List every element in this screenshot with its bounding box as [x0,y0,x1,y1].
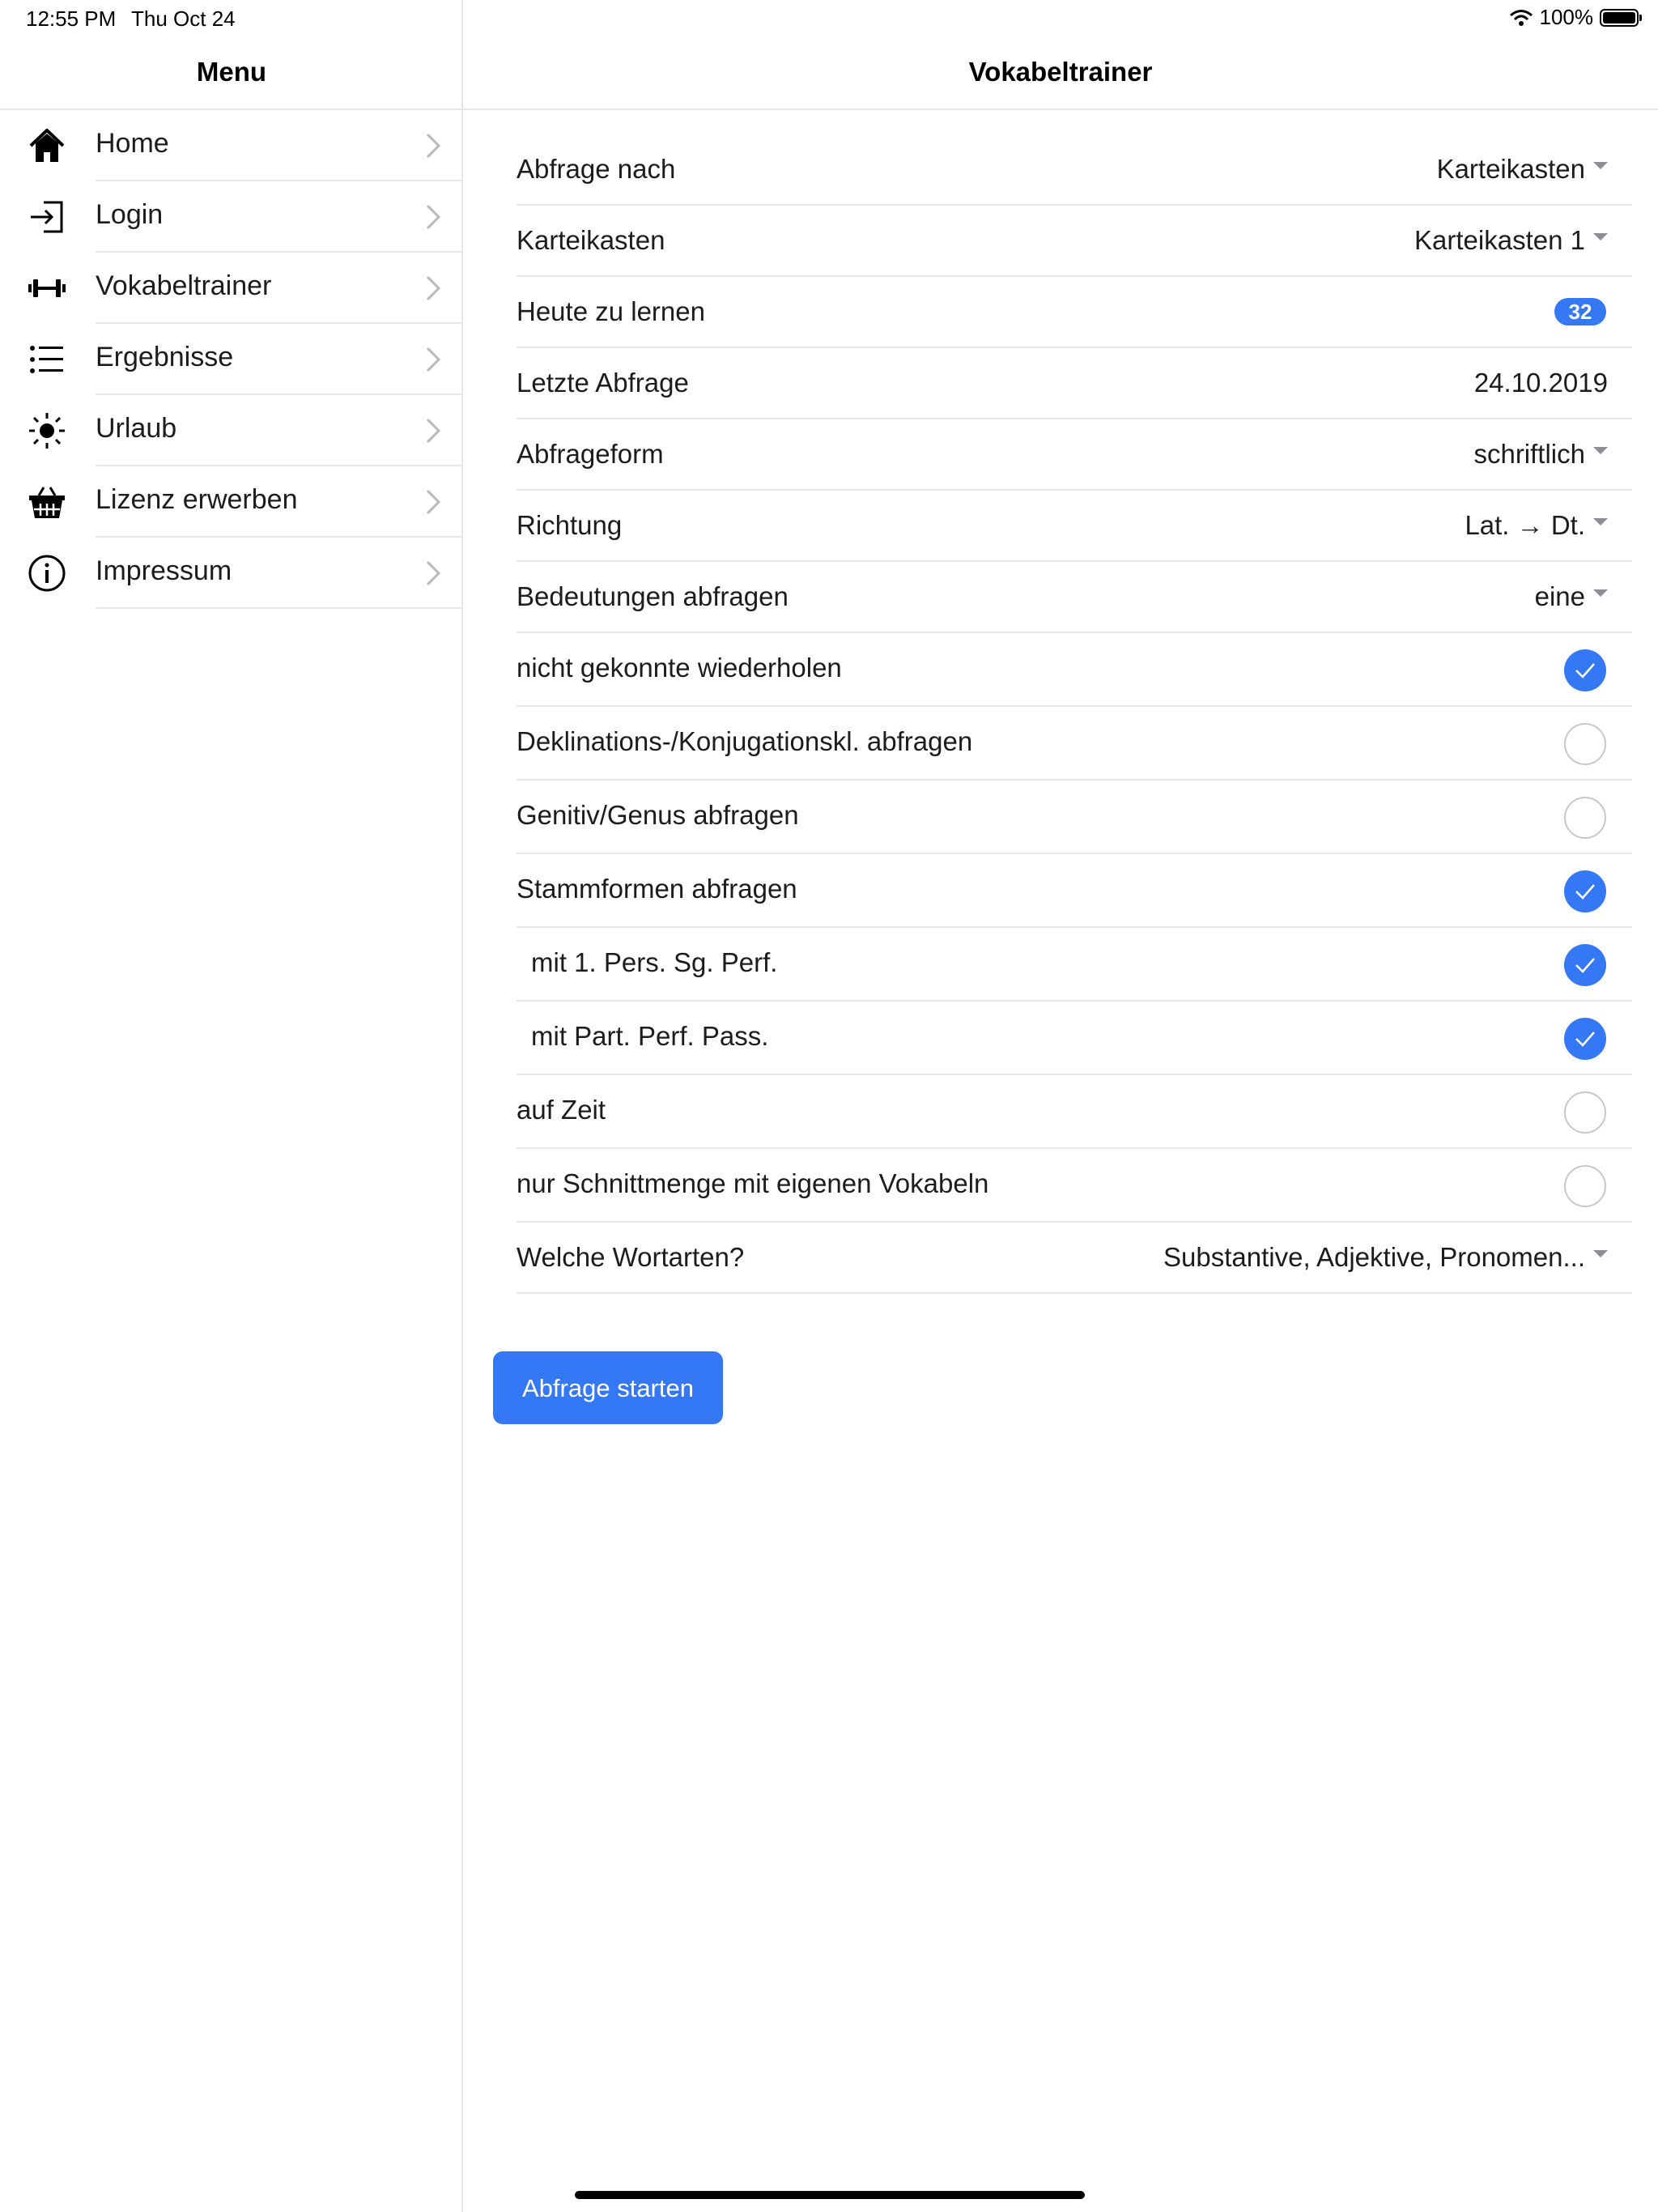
checkbox-checked[interactable] [1564,649,1606,691]
dropdown-caret-icon [1593,589,1608,597]
setting-auf-zeit[interactable] [517,1075,1632,1149]
setting-genitiv[interactable] [517,781,1632,854]
sidebar-item-label: Lizenz erwerben [96,484,298,515]
chevron-right-icon [424,345,442,374]
sidebar-item-label: Urlaub [96,413,177,444]
home-icon [28,126,66,165]
setting-heute-zu-lernen [517,277,1632,348]
setting-value: 24.10.2019 [1473,368,1608,398]
status-time: 12:55 PM [26,6,117,31]
setting-part-perf-pass[interactable] [517,1002,1632,1075]
checkbox-unchecked[interactable] [1564,1091,1606,1134]
setting-label: Abfrageform [517,439,664,469]
dropdown-caret-icon [1593,233,1608,240]
sidebar [0,0,463,2212]
setting-label: Letzte Abfrage [517,368,689,398]
setting-label: Heute zu lernen [517,296,705,326]
setting-value: Substantive, Adjektive, Pronomen... [1163,1242,1585,1272]
main-panel [463,0,1658,2212]
setting-value: Lat. → Dt. [1465,510,1585,540]
setting-deklinations[interactable] [517,707,1632,781]
setting-label: Abfrage nach [517,154,676,184]
setting-schnittmenge[interactable] [517,1149,1632,1223]
main-header-divider [463,108,1658,110]
start-quiz-button[interactable]: Abfrage starten [493,1351,723,1424]
dropdown-caret-icon [1593,447,1608,454]
page-title: Vokabeltrainer [968,57,1153,87]
sidebar-item-label: Home [96,128,169,159]
chevron-right-icon [424,274,442,303]
setting-label: nur Schnittmenge mit eigenen Vokabeln [517,1168,989,1198]
checkmark-icon [1575,661,1596,679]
setting-label: Bedeutungen abfragen [517,581,789,611]
basket-icon [28,483,66,521]
setting-letzte-abfrage [517,348,1632,419]
count-badge: 32 [1554,298,1606,325]
setting-label: Karteikasten [517,225,665,255]
checkbox-unchecked[interactable] [1564,797,1606,839]
setting-karteikasten[interactable] [517,206,1632,277]
sidebar-item-label: Vokabeltrainer [96,270,272,301]
sidebar-item-label: Login [96,199,164,230]
info-icon [28,554,66,593]
setting-stammformen[interactable] [517,854,1632,928]
dumbbell-icon [28,269,66,308]
setting-label: mit 1. Pers. Sg. Perf. [531,947,778,977]
setting-label: Deklinations-/Konjugationskl. abfragen [517,726,973,756]
setting-label: auf Zeit [517,1095,606,1125]
checkbox-checked[interactable] [1564,944,1606,986]
sun-icon [28,411,66,450]
chevron-right-icon [424,131,442,160]
checkbox-checked[interactable] [1564,1018,1606,1060]
sidebar-item-vokabeltrainer[interactable] [0,253,463,324]
menu-separator [96,607,463,609]
chevron-right-icon [424,202,442,232]
setting-richtung[interactable] [517,491,1632,562]
checkbox-unchecked[interactable] [1564,1165,1606,1207]
setting-value: Karteikasten [1436,154,1585,184]
checkmark-icon [1575,956,1596,974]
sidebar-item-lizenz[interactable] [0,466,463,538]
setting-value: eine [1534,581,1585,611]
setting-wortarten[interactable] [517,1223,1632,1294]
sidebar-item-home[interactable] [0,110,463,181]
chevron-right-icon [424,487,442,517]
setting-label: mit Part. Perf. Pass. [531,1021,769,1051]
dropdown-caret-icon [1593,162,1608,169]
setting-label: nicht gekonnte wiederholen [517,653,842,683]
home-indicator[interactable] [575,2191,1085,2199]
setting-label: Stammformen abfragen [517,874,797,904]
status-date: Thu Oct 24 [131,6,236,31]
setting-label: Richtung [517,510,623,540]
list-icon [28,340,66,379]
checkbox-checked[interactable] [1564,870,1606,912]
login-icon [28,198,66,236]
chevron-right-icon [424,416,442,445]
setting-pers-sg-perf[interactable] [517,928,1632,1002]
setting-bedeutungen[interactable] [517,562,1632,633]
setting-label: Genitiv/Genus abfragen [517,800,799,830]
setting-abfrage-nach[interactable] [517,134,1632,206]
sidebar-item-impressum[interactable] [0,538,463,609]
setting-abfrageform[interactable] [517,419,1632,491]
setting-value: schriftlich [1473,439,1585,469]
sidebar-item-login[interactable] [0,181,463,253]
sidebar-menu [0,110,463,609]
sidebar-item-label: Ergebnisse [96,342,234,372]
checkbox-unchecked[interactable] [1564,723,1606,765]
setting-nicht-gekonnte[interactable] [517,633,1632,707]
checkmark-icon [1575,883,1596,900]
checkmark-icon [1575,1030,1596,1048]
settings-list [517,134,1632,1294]
sidebar-item-urlaub[interactable] [0,395,463,466]
setting-label: Welche Wortarten? [517,1242,745,1272]
sidebar-item-ergebnisse[interactable] [0,324,463,395]
battery-percent: 100% [1539,5,1593,29]
sidebar-item-label: Impressum [96,555,232,586]
chevron-right-icon [424,559,442,588]
setting-value: Karteikasten 1 [1414,225,1585,255]
dropdown-caret-icon [1593,518,1608,525]
dropdown-caret-icon [1593,1250,1608,1257]
sidebar-title: Menu [196,57,267,87]
